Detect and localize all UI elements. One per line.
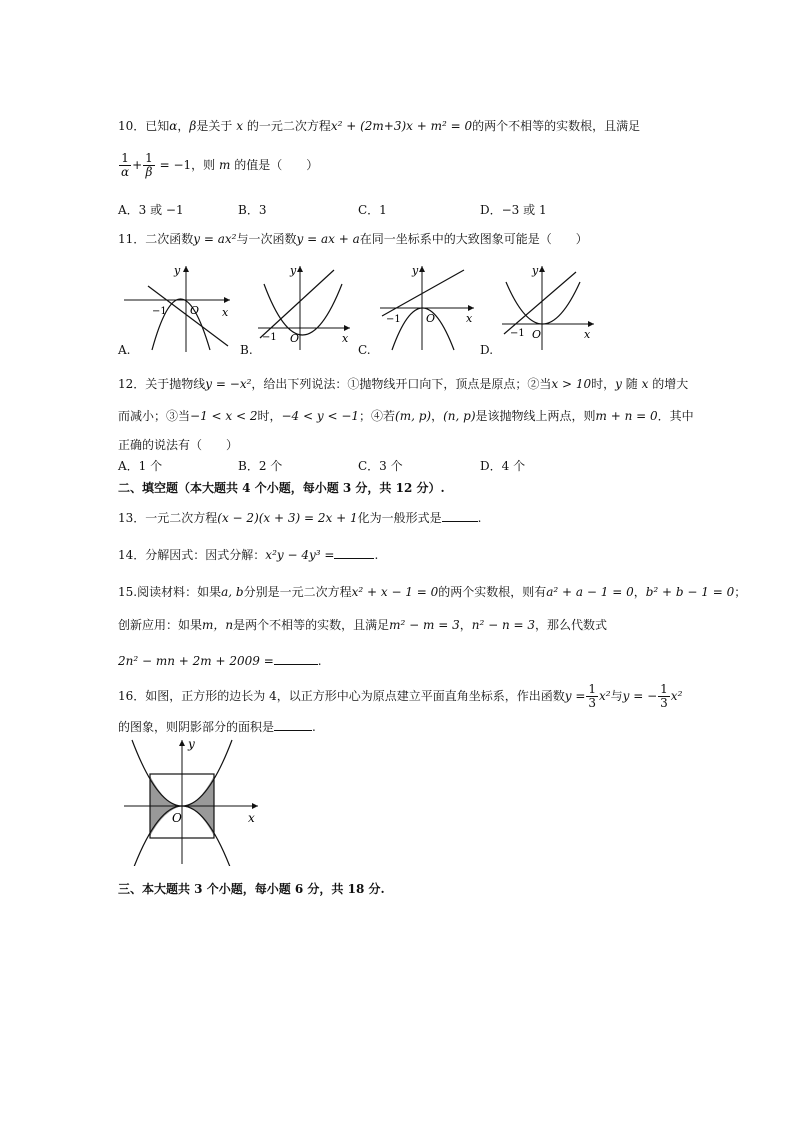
q15-number: 15. <box>118 585 138 599</box>
q11-graph-b <box>256 262 354 352</box>
svg-text:y: y <box>174 264 181 277</box>
q16-text: 的图象，则阴影部分的面积是 <box>118 720 275 734</box>
q12-option-c: C．3 个 <box>358 459 403 473</box>
q10-option-d: D．−3 或 1 <box>480 203 547 217</box>
svg-text:−1: −1 <box>152 306 167 317</box>
q11-quadratic: y = ax² <box>193 232 237 246</box>
q15-condition-m: m² − m = 3 <box>389 618 460 632</box>
q15-line2: 创新应用：如果m，n是两个不相等的实数，且满足m² − m = 3，n² − n = 3，那么代数式 <box>118 618 608 632</box>
svg-text:y: y <box>290 264 297 277</box>
q11-graph-c <box>378 262 478 352</box>
q15-ab: a, b <box>221 585 244 599</box>
q10-line2: $\frac{1}{\alpha}$ + $\frac{1}{\beta}$ = −1，则 m 的值是（ ） <box>121 151 319 179</box>
q15-answer-blank[interactable] <box>274 652 318 665</box>
q12-point1: (m, p) <box>395 409 432 423</box>
q12-text: ，给出下列说法：①抛物线开口向下，顶点是原点；②当 <box>251 377 552 391</box>
q15-text: 阅读材料：如果 <box>137 585 222 599</box>
q10-equation: x² + (2m+3)x + m² = 0 <box>330 119 473 133</box>
q12-text: 关于抛物线 <box>145 377 206 391</box>
q10-option-c: C．1 <box>358 203 387 217</box>
q11-graph-a <box>118 258 236 354</box>
q15-text: ，那么代数式 <box>535 618 608 632</box>
q16-f1: y = <box>564 689 586 703</box>
q16-f2: x² <box>670 689 683 703</box>
fraction-one-third: $\frac{1}{3}$ <box>588 682 597 710</box>
alpha-symbol: α <box>169 119 178 133</box>
q14-text: 分解因式：因式分解： <box>145 548 266 562</box>
q16-line2 <box>118 718 316 735</box>
q12-cond3: −4 < y < −1 <box>281 409 360 423</box>
q13-line <box>118 509 481 526</box>
q16-text: 如图，正方形的边长为 4，以正方形中心为原点建立平面直角坐标系，作出函数 <box>145 689 565 703</box>
section-3-heading: 三、本大题共 3 个小题，每小题 6 分，共 18 分. <box>118 882 385 896</box>
q15-text: 的两个实数根，则有 <box>438 585 547 599</box>
q15-expression: 2n² − mn + 2m + 2009 = <box>118 654 274 668</box>
svg-text:O: O <box>426 312 436 325</box>
q12-text: ．其中 <box>657 409 694 423</box>
svg-text:x: x <box>248 811 255 825</box>
q15-line3 <box>118 652 322 669</box>
svg-text:x: x <box>584 328 591 341</box>
q12-text: 时， <box>257 409 282 423</box>
section-2-heading: 二、填空题（本大题共 4 个小题，每小题 3 分，共 12 分）. <box>118 481 445 495</box>
q12-text: ；④若 <box>359 409 396 423</box>
fraction-one-over-alpha: $\frac{1}{\alpha}$ <box>121 151 130 179</box>
q11-option-d: D. <box>480 343 494 357</box>
q14-number: 14． <box>118 548 146 562</box>
fraction-one-over-beta: $\frac{1}{\beta}$ <box>145 151 153 179</box>
svg-text:x: x <box>222 306 229 319</box>
q12-text: 而减小；③当 <box>118 409 191 423</box>
q15-text: ； <box>734 585 747 599</box>
q14-line <box>118 546 378 563</box>
q16-line1 <box>118 683 682 710</box>
q12-text: ， <box>431 409 444 423</box>
q15-mn: m，n <box>202 618 234 632</box>
q11-text: 与一次函数 <box>236 232 297 246</box>
beta-symbol: β <box>189 119 197 133</box>
q13-equation: (x − 2)(x + 3) = 2x + 1 <box>217 511 358 525</box>
svg-text:O: O <box>290 332 300 345</box>
q16-figure <box>118 736 268 866</box>
q13-text: 化为一般形式是 <box>357 511 442 525</box>
q11-text: 二次函数 <box>145 232 194 246</box>
q12-line3: 正确的说法有（ ） <box>118 438 239 452</box>
q10-text: 是关于 <box>196 119 233 133</box>
q15-text: . <box>317 654 322 668</box>
svg-text:−1: −1 <box>510 328 525 339</box>
q11-line <box>118 231 588 247</box>
svg-text:−1: −1 <box>262 332 277 343</box>
svg-text:O: O <box>172 811 182 825</box>
q12-text: 时， <box>591 377 616 391</box>
q10-question: 的值是（ ） <box>234 158 319 172</box>
q15-text: 分别是一元二次方程 <box>243 585 352 599</box>
q11-option-a: A. <box>118 343 131 357</box>
q13-number: 13． <box>118 511 146 525</box>
q13-text: . <box>477 511 482 525</box>
q10-text: 已知 <box>145 119 170 133</box>
q11-graph-d <box>500 262 598 352</box>
q10-text: 的一元二次方程 <box>246 119 331 133</box>
q12-text: 的增大 <box>652 377 689 391</box>
q10-line1: 10．已知α，β是关于 x 的一元二次方程x² + (2m+3)x + m² = 0的两个不相等的实数根，且满足 <box>118 119 641 133</box>
q10-number: 10． <box>118 119 146 133</box>
svg-text:x: x <box>466 312 473 325</box>
q12-cond1: x > 10 <box>551 377 592 391</box>
q12-line2 <box>118 408 694 424</box>
q16-text: . <box>312 720 316 734</box>
q15-text: 创新应用：如果 <box>118 618 203 632</box>
q11-linear: y = ax + a <box>296 232 360 246</box>
q12-number: 12． <box>118 377 146 391</box>
q13-text: 一元二次方程 <box>145 511 218 525</box>
fraction-one-third: $\frac{1}{3}$ <box>660 682 668 710</box>
q12-line1: 12．关于抛物线y = −x²，给出下列说法：①抛物线开口向下，顶点是原点；②当x > 10时，y 随 x 的增大 <box>118 377 689 391</box>
q10-option-a: A．3 或 −1 <box>118 203 184 217</box>
q12-parabola: y = −x² <box>205 377 252 391</box>
q10-option-b: B．3 <box>238 203 267 217</box>
q11-option-c: C. <box>358 343 371 357</box>
q16-f2: y = − <box>622 689 658 703</box>
q15-equation: x² + x − 1 = 0 <box>351 585 439 599</box>
svg-text:O: O <box>190 304 200 317</box>
svg-text:x: x <box>342 332 349 345</box>
q12-point2: (n, p) <box>443 409 476 423</box>
q14-text: . <box>374 548 379 562</box>
q15-relation-b: b² + b − 1 = 0 <box>645 585 735 599</box>
var-x: x <box>236 119 243 133</box>
q12-option-b: B．2 个 <box>238 459 283 473</box>
svg-text:y: y <box>412 264 419 277</box>
q11-option-b: B. <box>240 343 253 357</box>
q11-number: 11． <box>118 232 146 246</box>
q12-text: 是该抛物线上两点，则 <box>475 409 596 423</box>
q12-cond2: −1 < x < 2 <box>190 409 258 423</box>
q16-text: 与 <box>610 689 623 703</box>
svg-text:y: y <box>532 264 539 277</box>
q15-line1 <box>118 584 746 600</box>
q14-expression: x²y − 4y³ = <box>265 548 335 562</box>
q12-option-a: A．1 个 <box>118 459 163 473</box>
q11-text: 在同一坐标系中的大致图象可能是（ ） <box>359 232 588 246</box>
q10-text: 的两个不相等的实数根，且满足 <box>472 119 641 133</box>
svg-text:y: y <box>188 737 195 751</box>
q14-answer-blank[interactable] <box>334 546 374 559</box>
q15-text: 是两个不相等的实数，且满足 <box>233 618 390 632</box>
q15-relation-a: a² + a − 1 = 0 <box>546 585 634 599</box>
q12-text: 随 <box>625 377 638 391</box>
q15-text: ， <box>633 585 646 599</box>
svg-text:−1: −1 <box>386 314 401 325</box>
svg-text:O: O <box>532 328 542 341</box>
q15-condition-n: n² − n = 3 <box>471 618 536 632</box>
q16-f1: x² <box>599 689 611 703</box>
q10-condition: = −1，则 <box>155 158 216 172</box>
q12-cond4: m + n = 0 <box>595 409 658 423</box>
q13-answer-blank[interactable] <box>442 509 478 522</box>
q12-option-d: D．4 个 <box>480 459 526 473</box>
q16-answer-blank[interactable] <box>274 718 312 731</box>
q16-number: 16． <box>118 689 146 703</box>
